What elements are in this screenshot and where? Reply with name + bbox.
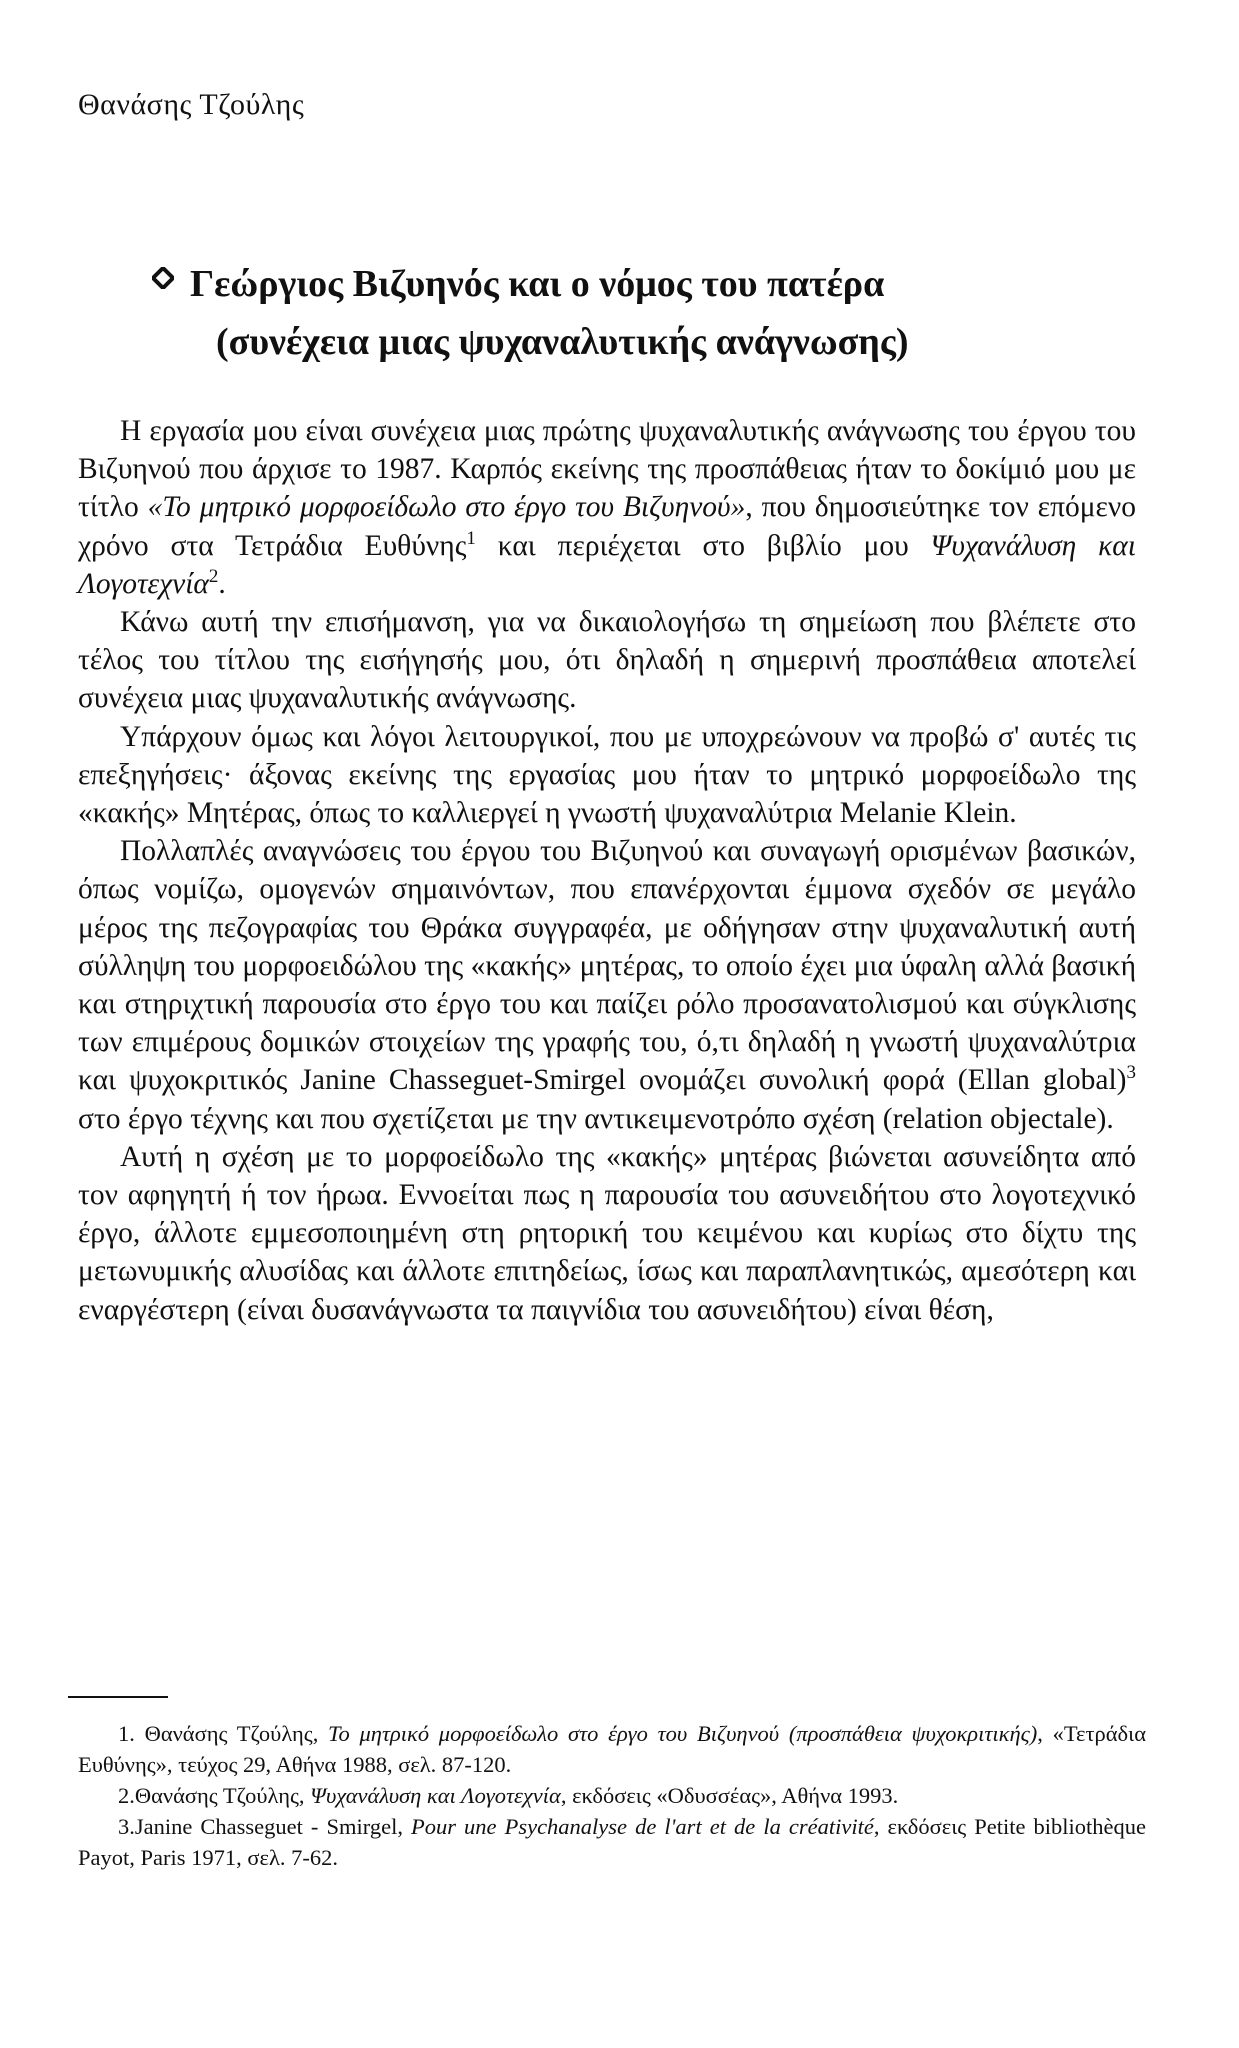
footnote-rule bbox=[68, 1696, 168, 1698]
footnote-2-text-a: 2.Θανάσης Τζούλης, bbox=[118, 1783, 311, 1808]
paragraph-5: Αυτή η σχέση με το μορφοείδωλο της «κακής» μητέρας βιώνεται ασυνείδητα από τον αφηγητή ή τον ήρωα. Εννοείται πως η παρουσία του ασυνειδήτου στο λογοτεχνικό έργο, άλλοτε εμμεσοποιημένη στη ρητορική του κειμένου και κυρίως στο δίχτυ της μετωνυμικής αλυσίδας και άλλοτε επιτηδείως, ίσως και παραπλανητικώς, αμεσότερη και εναργέστερη (είναι δυσανάγνωστα τα παιγνίδια του ασυνειδήτου) είναι θέση, bbox=[78, 1140, 1136, 1326]
article-title bbox=[190, 255, 1180, 371]
title-line-2: (συνέχεια μιας ψυχαναλυτικής ανάγνωσης) bbox=[216, 321, 909, 363]
footnote-ref-3: 3 bbox=[1126, 1062, 1136, 1084]
diamond-bullet-icon bbox=[152, 267, 174, 289]
paragraph-4-text-a: Πολλαπλές αναγνώσεις του έργου του Βιζυηνού και συναγωγή ορισμένων βασικών, όπως νομίζω, ομογενών σημαινόντων, που επανέρχονται έμμονα σχεδόν σε μεγάλο μέρος της πεζογραφίας του Θράκα συγγραφέα, με οδήγησαν στην ψυχαναλυτική αυτή σύλληψη του μορφοειδώλου της «κακής» μητέρας, το οποίο έχει μια ύφαλη αλλά βασική και στηριχτική παρουσία στο έργο του και παίζει ρόλο προσανατολισμού και σύγκλισης των επιμέρους δομικών στοιχείων της γραφής του, ό,τι δηλαδή η γνωστή ψυχαναλύτρια και ψυχοκριτικός Janine Chasseguet-Smirgel ονομάζει συνολική φορά (Ellan global) bbox=[78, 835, 1136, 1097]
footnote-3 bbox=[78, 1811, 1146, 1873]
footnote-2-text-b: , εκδόσεις «Οδυσσέας», Αθήνα 1993. bbox=[560, 1783, 899, 1808]
footnote-3-text-b: , εκδόσεις Petite bibliothèque Payot, Paris 1971, σελ. 7-62. bbox=[78, 1814, 1147, 1870]
paragraph-4 bbox=[78, 832, 1136, 1138]
paragraph-1-text-a: Η εργασία μου είναι συνέχεια μιας πρώτης ψυχαναλυτικής ανάγνωσης του έργου του Βιζυηνού που άρχισε το 1987. Καρπός εκείνης της προσπάθειας ήταν το δοκίμιό μου με τίτλο bbox=[78, 415, 1136, 524]
paragraph-3: Υπάρχουν όμως και λόγοι λειτουργικοί, που με υποχρεώνουν να προβώ σ' αυτές τις επεξηγήσεις· άξονας εκείνης της εργασίας μου ήταν το μητρικό μορφοείδωλο της «κακής» Μητέρας, όπως το καλλιεργεί η γνωστή ψυχαναλύτρια Melanie Klein. bbox=[78, 720, 1136, 830]
footnotes bbox=[78, 1718, 1146, 1873]
footnote-ref-2: 2 bbox=[208, 565, 219, 587]
footnote-1-text-a: 1. Θανάσης Τζούλης, bbox=[118, 1721, 329, 1746]
paragraph-1-text-c: και περιέχεται στο βιβλίο μου bbox=[475, 529, 931, 562]
title-line-1: Γεώργιος Βιζυηνός και ο νόμος του πατέρα bbox=[190, 263, 885, 305]
book-title-italic: Ψυχανάλυση και Λογοτεχνία bbox=[78, 529, 1136, 600]
footnote-2-title: Ψυχανάλυση και Λογοτεχνία bbox=[310, 1783, 561, 1808]
footnote-1 bbox=[78, 1718, 1146, 1780]
footnote-1-title: Το μητρικό μορφοείδωλο στο έργο του Βιζυηνού (προσπάθεια ψυχοκριτικής) bbox=[328, 1721, 1038, 1746]
footnote-3-title: Pour une Psychanalyse de l'art et de la créativité bbox=[411, 1814, 874, 1839]
footnote-2 bbox=[78, 1780, 1146, 1811]
running-head: Θανάσης Τζούλης bbox=[78, 88, 305, 121]
paragraph-1-text-d: . bbox=[218, 567, 226, 600]
paragraph-4-text-b: στο έργο τέχνης και που σχετίζεται με την αντικειμενοτρόπο σχέση (relation objectale). bbox=[78, 1102, 1114, 1135]
body-text bbox=[78, 412, 1136, 1329]
essay-title-italic: «Το μητρικό μορφοείδωλο στο έργο του Βιζυηνού» bbox=[147, 491, 746, 524]
paragraph-1 bbox=[78, 412, 1136, 603]
paragraph-1-text-b: , που δημοσιεύτηκε τον επόμενο χρόνο στα Τετράδια Ευθύνης bbox=[78, 491, 1137, 562]
footnote-1-text-b: , «Τετράδια Ευθύνης», τεύχος 29, Αθήνα 1988, σελ. 87-120. bbox=[78, 1721, 1146, 1777]
footnote-3-text-a: 3.Janine Chasseguet - Smirgel, bbox=[118, 1814, 411, 1839]
paragraph-2: Κάνω αυτή την επισήμανση, για να δικαιολογήσω τη σημείωση που βλέπετε στο τέλος του τίτλου της εισήγησής μου, ότι δηλαδή η σημερινή προσπάθεια αποτελεί συνέχεια μιας ψυχαναλυτικής ανάγνωσης. bbox=[78, 606, 1136, 715]
footnote-ref-1: 1 bbox=[466, 527, 476, 549]
